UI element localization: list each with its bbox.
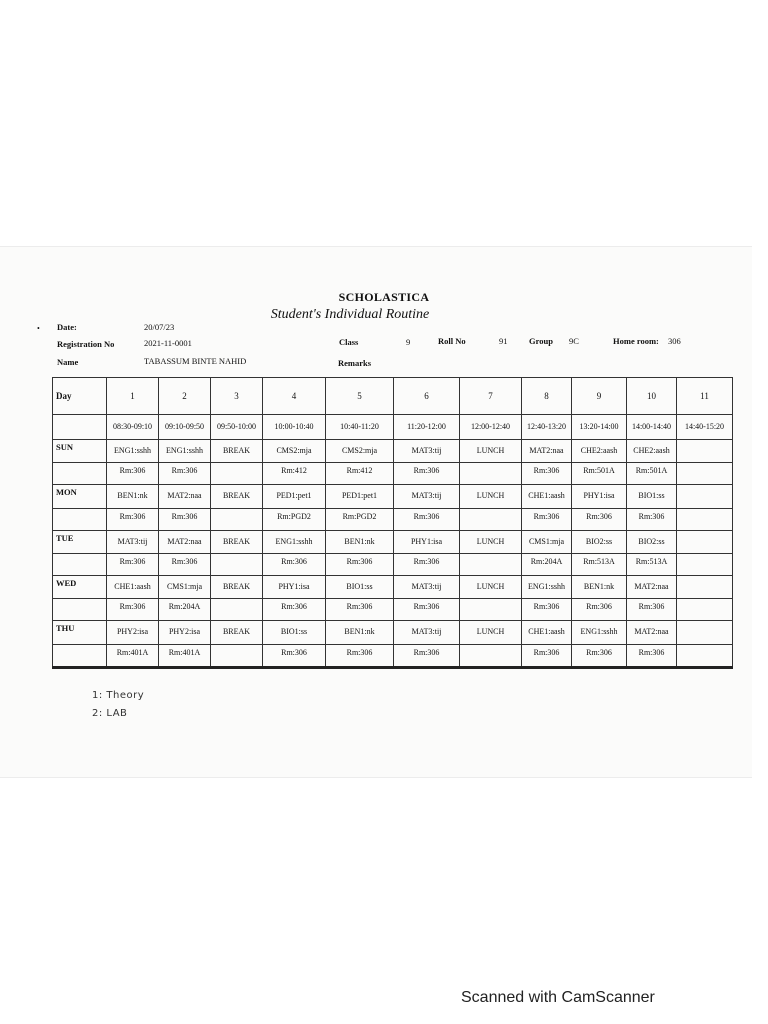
period-number: 5 — [326, 378, 394, 415]
room-cell — [211, 508, 263, 530]
subject-cell: MAT3:tij — [394, 575, 460, 598]
period-time: 11:20-12:00 — [394, 415, 460, 440]
period-number: 9 — [572, 378, 627, 415]
period-number: 2 — [159, 378, 211, 415]
subject-cell: BIO1:ss — [627, 485, 677, 508]
time-row-spacer — [53, 415, 107, 440]
room-cell — [460, 599, 522, 621]
subject-cell: LUNCH — [460, 440, 522, 463]
room-cell: Rm:306 — [522, 508, 572, 530]
room-cell: Rm:501A — [627, 463, 677, 485]
room-row-spacer — [53, 463, 107, 485]
scan-speck: • — [37, 324, 40, 333]
period-time: 14:00-14:40 — [627, 415, 677, 440]
subject-cell — [677, 575, 733, 598]
room-cell: Rm:306 — [572, 644, 627, 667]
subject-cell: MAT2:naa — [159, 530, 211, 553]
subject-cell: MAT2:naa — [522, 440, 572, 463]
subject-cell: PHY2:isa — [159, 621, 211, 644]
period-number: 1 — [107, 378, 159, 415]
day-name: SUN — [53, 440, 107, 463]
remarks-label: Remarks — [338, 358, 372, 368]
subject-cell — [677, 485, 733, 508]
room-row-spacer — [53, 644, 107, 667]
subject-cell: ENG1:sshh — [572, 621, 627, 644]
routine-title: Student's Individual Routine — [270, 307, 430, 322]
room-cell — [211, 463, 263, 485]
room-row — [53, 599, 733, 621]
subject-cell: BIO2:ss — [572, 530, 627, 553]
room-row — [53, 644, 733, 667]
homeroom-value: 306 — [668, 336, 681, 346]
room-cell — [460, 463, 522, 485]
note-theory: 1: Theory — [92, 690, 145, 701]
period-time: 13:20-14:00 — [572, 415, 627, 440]
subject-cell: BIO1:ss — [326, 575, 394, 598]
room-cell: Rm:306 — [159, 463, 211, 485]
room-cell: Rm:513A — [572, 553, 627, 575]
subject-cell: PHY1:isa — [572, 485, 627, 508]
room-cell: Rm:204A — [522, 553, 572, 575]
homeroom-label: Home room: — [613, 336, 659, 346]
period-time: 14:40-15:20 — [677, 415, 733, 440]
period-number: 7 — [460, 378, 522, 415]
subject-cell — [677, 440, 733, 463]
subject-cell: BREAK — [211, 575, 263, 598]
room-cell: Rm:401A — [107, 644, 159, 667]
room-cell: Rm:412 — [263, 463, 326, 485]
subject-row — [53, 621, 733, 644]
room-cell: Rm:306 — [522, 599, 572, 621]
subject-cell: CHE2:aash — [572, 440, 627, 463]
subject-cell: LUNCH — [460, 485, 522, 508]
room-cell: Rm:306 — [394, 508, 460, 530]
room-cell: Rm:204A — [159, 599, 211, 621]
time-row — [53, 415, 733, 440]
subject-cell: LUNCH — [460, 530, 522, 553]
roll-label: Roll No — [438, 336, 466, 346]
subject-cell: PED1:pet1 — [263, 485, 326, 508]
period-number: 6 — [394, 378, 460, 415]
day-name: WED — [53, 575, 107, 598]
room-cell — [460, 508, 522, 530]
subject-cell: ENG1:sshh — [263, 530, 326, 553]
room-row-spacer — [53, 508, 107, 530]
room-cell: Rm:306 — [159, 553, 211, 575]
subject-cell: BEN1:nk — [572, 575, 627, 598]
subject-row — [53, 530, 733, 553]
note-lab: 2: LAB — [92, 708, 128, 719]
room-cell: Rm:412 — [326, 463, 394, 485]
subject-cell: PED1:pet1 — [326, 485, 394, 508]
period-time: 09:10-09:50 — [159, 415, 211, 440]
period-time: 10:40-11:20 — [326, 415, 394, 440]
room-cell — [677, 508, 733, 530]
subject-cell: CMS2:mja — [326, 440, 394, 463]
room-cell: Rm:513A — [627, 553, 677, 575]
subject-cell: MAT2:naa — [627, 621, 677, 644]
subject-cell: CHE1:aash — [522, 621, 572, 644]
day-name: THU — [53, 621, 107, 644]
name-value: TABASSUM BINTE NAHID — [144, 356, 247, 366]
period-number: 8 — [522, 378, 572, 415]
routine-table — [52, 377, 733, 669]
scanner-watermark: Scanned with CamScanner — [461, 989, 655, 1006]
subject-cell: ENG1:sshh — [159, 440, 211, 463]
room-cell: Rm:306 — [326, 644, 394, 667]
period-number: 10 — [627, 378, 677, 415]
school-name: SCHOLASTICA — [338, 290, 430, 304]
room-cell — [460, 644, 522, 667]
period-header-row — [53, 378, 733, 415]
subject-cell: LUNCH — [460, 575, 522, 598]
room-row — [53, 553, 733, 575]
registration-value: 2021-11-0001 — [144, 338, 192, 348]
subject-cell: ENG1:sshh — [522, 575, 572, 598]
room-cell: Rm:306 — [107, 463, 159, 485]
subject-cell: LUNCH — [460, 621, 522, 644]
registration-label: Registration No — [57, 339, 115, 349]
subject-cell: CMS2:mja — [263, 440, 326, 463]
subject-cell: MAT3:tij — [394, 485, 460, 508]
subject-cell: ENG1:sshh — [107, 440, 159, 463]
room-cell: Rm:306 — [394, 463, 460, 485]
subject-cell: MAT2:naa — [159, 485, 211, 508]
room-cell: Rm:306 — [627, 599, 677, 621]
room-cell — [211, 553, 263, 575]
subject-cell: MAT3:tij — [107, 530, 159, 553]
room-cell: Rm:PGD2 — [263, 508, 326, 530]
subject-cell: MAT2:naa — [627, 575, 677, 598]
subject-cell — [677, 530, 733, 553]
room-cell — [211, 599, 263, 621]
room-cell — [677, 644, 733, 667]
room-row-spacer — [53, 553, 107, 575]
subject-cell: BIO2:ss — [627, 530, 677, 553]
room-cell: Rm:306 — [572, 599, 627, 621]
room-cell: Rm:306 — [107, 508, 159, 530]
room-cell: Rm:306 — [394, 644, 460, 667]
subject-cell: MAT3:tij — [394, 440, 460, 463]
room-cell: Rm:306 — [107, 553, 159, 575]
subject-cell: BREAK — [211, 440, 263, 463]
name-label: Name — [57, 357, 79, 367]
day-header: Day — [53, 378, 107, 415]
subject-cell: CHE2:aash — [627, 440, 677, 463]
class-label: Class — [339, 337, 359, 347]
subject-cell: BEN1:nk — [107, 485, 159, 508]
room-cell: Rm:306 — [263, 599, 326, 621]
subject-row — [53, 575, 733, 598]
room-cell: Rm:306 — [522, 644, 572, 667]
subject-cell: BREAK — [211, 530, 263, 553]
room-cell: Rm:306 — [627, 644, 677, 667]
room-cell: Rm:306 — [263, 553, 326, 575]
room-cell: Rm:306 — [107, 599, 159, 621]
room-row-spacer — [53, 599, 107, 621]
room-cell: Rm:306 — [572, 508, 627, 530]
period-number: 4 — [263, 378, 326, 415]
period-time: 12:00-12:40 — [460, 415, 522, 440]
subject-cell: BEN1:nk — [326, 530, 394, 553]
subject-cell: CMS1:mja — [522, 530, 572, 553]
room-cell: Rm:306 — [627, 508, 677, 530]
room-cell: Rm:306 — [522, 463, 572, 485]
period-time: 08:30-09:10 — [107, 415, 159, 440]
subject-cell: PHY1:isa — [394, 530, 460, 553]
room-cell — [211, 644, 263, 667]
room-cell: Rm:306 — [326, 553, 394, 575]
room-cell: Rm:306 — [159, 508, 211, 530]
subject-cell: BIO1:ss — [263, 621, 326, 644]
day-name: TUE — [53, 530, 107, 553]
room-cell — [677, 553, 733, 575]
period-time: 12:40-13:20 — [522, 415, 572, 440]
date-value: 20/07/23 — [144, 322, 175, 332]
room-cell: Rm:306 — [263, 644, 326, 667]
room-row — [53, 508, 733, 530]
subject-cell: MAT3:tij — [394, 621, 460, 644]
room-cell — [677, 599, 733, 621]
room-cell: Rm:306 — [326, 599, 394, 621]
room-cell: Rm:501A — [572, 463, 627, 485]
room-cell: Rm:PGD2 — [326, 508, 394, 530]
period-number: 11 — [677, 378, 733, 415]
room-row — [53, 463, 733, 485]
subject-cell: CHE1:aash — [107, 575, 159, 598]
class-value: 9 — [406, 337, 411, 347]
subject-cell: CMS1:mja — [159, 575, 211, 598]
subject-row — [53, 440, 733, 463]
subject-cell: PHY1:isa — [263, 575, 326, 598]
room-cell — [677, 463, 733, 485]
period-number: 3 — [211, 378, 263, 415]
room-cell: Rm:401A — [159, 644, 211, 667]
date-label: Date: — [57, 322, 77, 332]
subject-cell: CHE1:aash — [522, 485, 572, 508]
subject-cell: BREAK — [211, 485, 263, 508]
subject-cell: BEN1:nk — [326, 621, 394, 644]
roll-value: 91 — [499, 336, 508, 346]
room-cell: Rm:306 — [394, 599, 460, 621]
subject-cell — [677, 621, 733, 644]
period-time: 09:50-10:00 — [211, 415, 263, 440]
room-cell — [460, 553, 522, 575]
group-label: Group — [529, 336, 553, 346]
group-value: 9C — [569, 336, 579, 346]
subject-row — [53, 485, 733, 508]
subject-cell: PHY2:isa — [107, 621, 159, 644]
subject-cell: BREAK — [211, 621, 263, 644]
room-cell: Rm:306 — [394, 553, 460, 575]
day-name: MON — [53, 485, 107, 508]
period-time: 10:00-10:40 — [263, 415, 326, 440]
